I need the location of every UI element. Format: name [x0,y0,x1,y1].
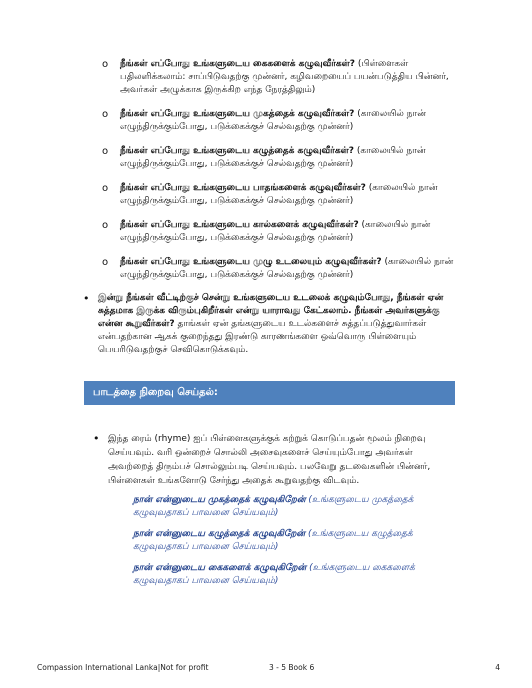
home-discussion-bullet [83,292,458,357]
circle-bullet-icon: o [102,59,109,70]
home-discussion-instruction: தாங்கள் ஏன் தங்களுடைய உடல்களைச் சுத்தப்படுத்துவார்கள் என்பதற்கான ஆகக் குறைந்தது இரண்டு காரணங்களை ஒவ்வொரு பிள்ளையும் பெயரிடுவதற்குச் செவிகொடுக்கவும். [98,319,427,355]
rhyme-line-action: (உங்களுடைய கழுத்தைக் கழுவுவதாகப் பாவனை செய்யவும்) [133,529,413,552]
rhyme-line-text: நான் என்னுடைய கைகளைக் கழுவுகிறேன் [133,563,307,573]
page-number: 4 [495,663,500,672]
rhyme-line-action: (உங்களுடைய முகத்தைக் கழுவுவதாகப் பாவனை செய்யவும்) [133,495,414,518]
rhyme-line [133,528,458,554]
question-text: நீங்கள் எப்போது உங்களுடைய கைகளைக் கழுவுவீர்கள்? [120,59,356,69]
question-text: நீங்கள் எப்போது உங்களுடைய முகத்தைக் கழுவுவீர்கள்? [120,109,355,119]
question-answer: (காலையில் நான் எழுந்திருக்கும்போது, படுக்கைக்குச் செல்வதற்கு முன்னர்) [120,257,454,280]
question-answer: (காலையில் நான் எழுந்திருக்கும்போது, படுக்கைக்குச் செல்வதற்கு முன்னர்) [120,146,426,169]
rhyme-line-text: நான் என்னுடைய கழுத்தைக் கழுவுகிறேன் [133,529,306,539]
rhyme-line-action: (உங்களுடைய கைகளைக் கழுவுவதாகப் பாவனை செய்யவும்) [133,563,415,586]
rhyme-line [133,494,458,520]
question-text: நீங்கள் எப்போது உங்களுடைய பாதங்களைக் கழுவுவீர்கள்? [120,183,366,193]
rhyme-line-text: நான் என்னுடைய முகத்தைக் கழுவுகிறேன் [133,495,306,505]
question-item [102,182,460,208]
circle-bullet-icon: o [102,220,109,231]
circle-bullet-icon: o [102,257,109,268]
footer-book: 3 - 5 Book 6 [269,663,315,672]
question-answer: (காலையில் நான் எழுந்திருக்கும்போது, படுக்கைக்குச் செல்வதற்கு முன்னர்) [120,109,426,132]
circle-bullet-icon: o [102,183,109,194]
footer-organization: Compassion International Lanka|Not for profit [37,663,209,672]
section-heading: பாடத்தை நிறைவு செய்தல்: [84,381,455,405]
bullet-icon: • [83,292,90,305]
question-list [102,58,460,293]
question-item [102,145,460,171]
rhyme-instruction-text: இந்த ரைம் (rhyme) ஐப் பிள்ளைகளுக்குக் கற்றுக் கொடுப்பதன் மூலம் நிறைவு செய்யவும். வரி ஒன்றைச் சொல்லி அசைவுகளைச் செய்யும்போது அவர்கள் அவற்றைத் திரும்பச் சொல்லும்படி செய்யவும். பலவேறு தடவைகளின் பின்னர், பிள்ளைகள் உங்களோடு சேர்ந்து அதைக் கூறுவதற்கு விடவும். [108,434,431,486]
question-answer: (காலையில் நான் எழுந்திருக்கும்போது, படுக்கைக்குச் செல்வதற்கு முன்னர்) [120,183,438,206]
question-text: நீங்கள் எப்போது உங்களுடைய கழுத்தைக் கழுவுவீர்கள்? [120,146,354,156]
question-item [102,256,460,282]
question-item [102,108,460,134]
question-text: நீங்கள் எப்போது உங்களுடைய முழு உடலையும் கழுவுவீர்கள்? [120,257,382,267]
rhyme-line [133,562,458,588]
rhyme-lines [133,494,458,596]
home-discussion-question: இன்று நீங்கள் வீட்டிற்குச் சென்று உங்களுடைய உடலைக் கழுவும்போது, நீங்கள் ஏன் சுத்தமாக இருக்க விரும்புகிறீர்கள் என்று யாராவது கேட்கலாம். நீங்கள் அவர்களுக்கு என்ன கூறுவீர்கள்? [98,293,444,329]
circle-bullet-icon: o [102,109,109,120]
question-text: நீங்கள் எப்போது உங்களுடைய கால்களைக் கழுவுவீர்கள்? [120,220,359,230]
page-footer [37,663,500,677]
question-answer: (காலையில் நான் எழுந்திருக்கும்போது, படுக்கைக்குச் செல்வதற்கு முன்னர்) [120,220,431,243]
question-item [102,219,460,245]
question-answer: (பிள்ளைகள் பதிலளிக்கலாம்: சாப்பிடுவதற்கு முன்னர், கழிவறையைப் பயன்படுத்திய பின்னர், அவர்கள் அழுக்காக இருக்கிற எந்த நேரத்திலும்) [120,59,449,95]
circle-bullet-icon: o [102,146,109,157]
bullet-icon: • [93,432,100,445]
question-item [102,58,460,97]
rhyme-instruction-bullet [93,432,458,488]
